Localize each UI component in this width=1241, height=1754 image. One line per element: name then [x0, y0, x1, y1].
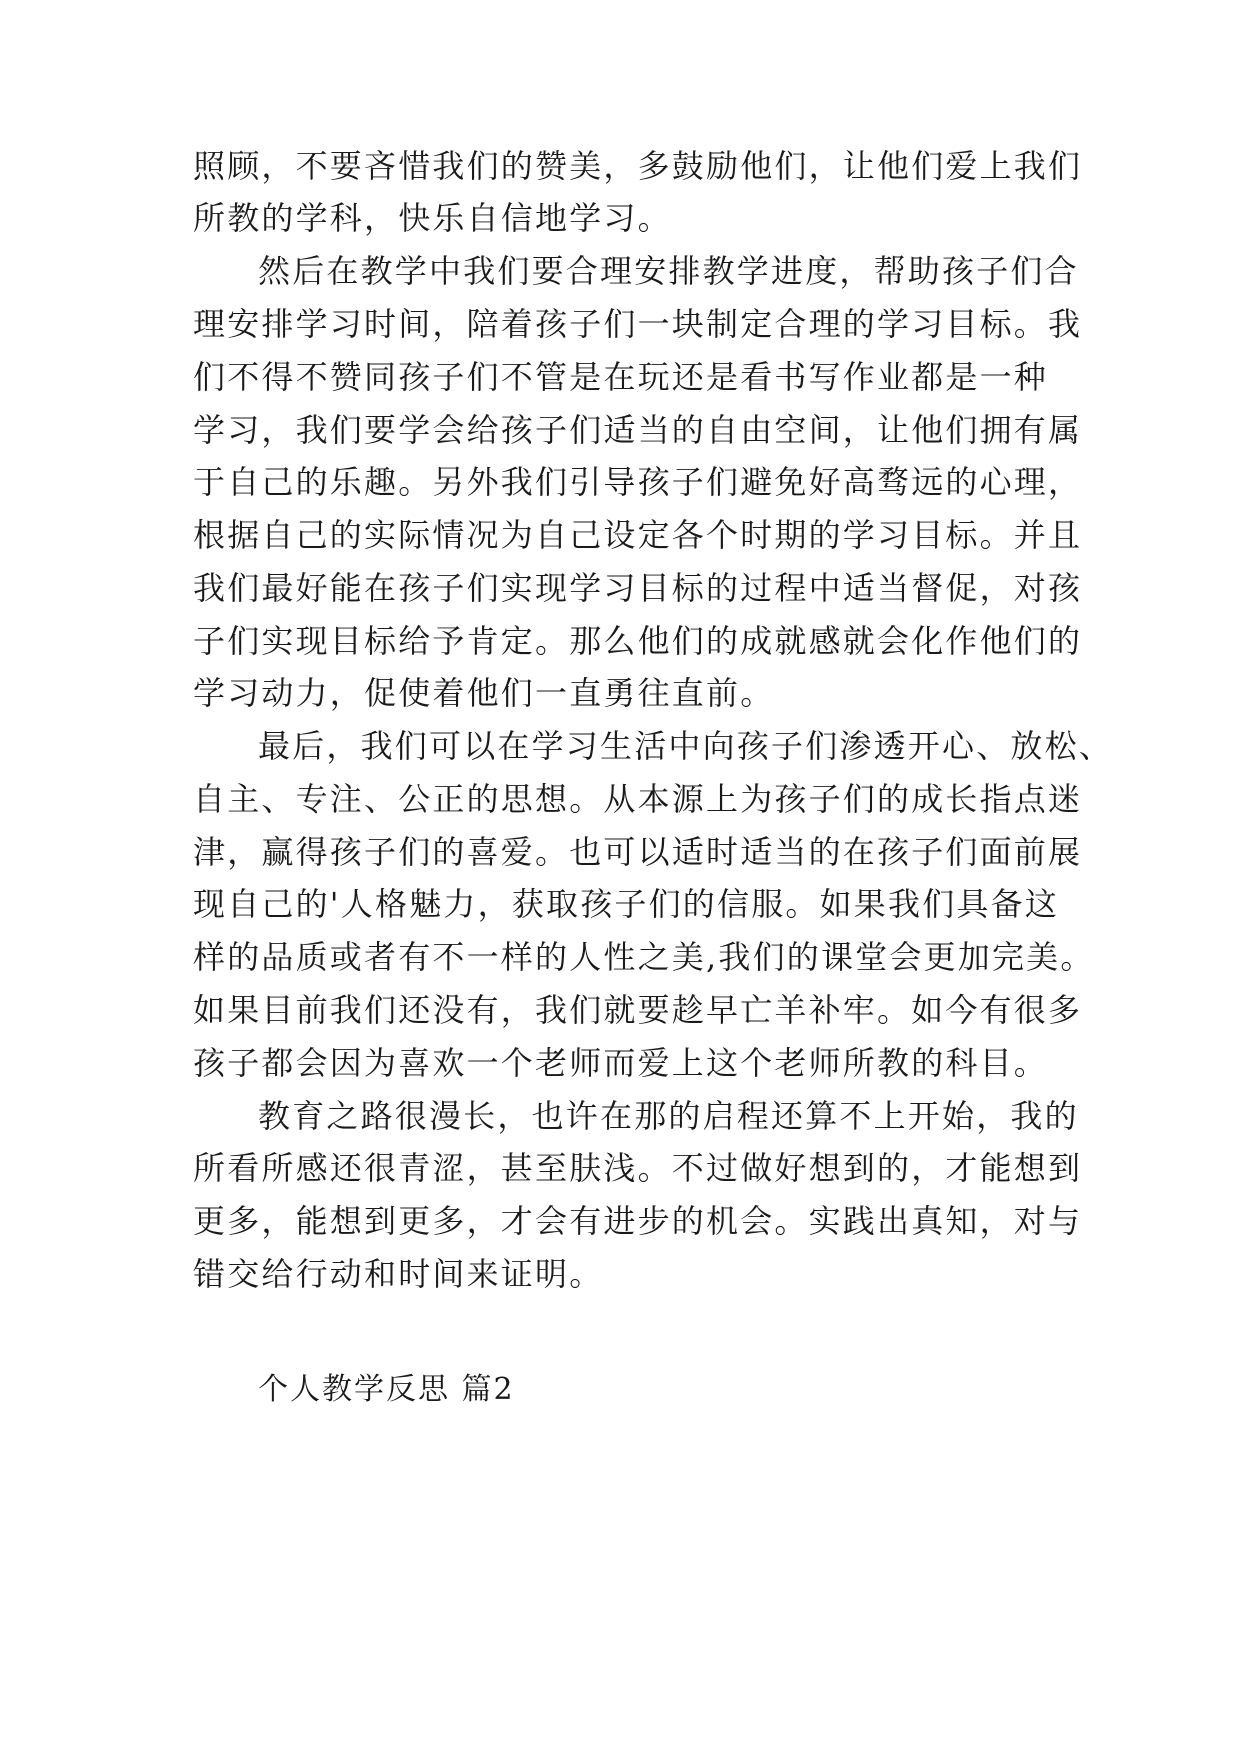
section-heading: 个人教学反思 篇2: [258, 1372, 515, 1407]
paragraph-2-line-3: 们不得不赞同孩子们不管是在玩还是看书写作业都是一种: [193, 358, 1049, 396]
paragraph-3-line-2: 自主、专注、公正的思想。从本源上为孩子们的成长指点迷: [193, 780, 1083, 818]
paragraph-3-line-6: 如果目前我们还没有，我们就要趁早亡羊补牢。如今有很多: [193, 991, 1083, 1029]
paragraph-1-line-2: 所教的学科，快乐自信地学习。: [193, 199, 672, 237]
paragraph-2-line-4: 学习，我们要学会给孩子们适当的自由空间，让他们拥有属: [193, 411, 1083, 449]
paragraph-2-line-6: 根据自己的实际情况为自己设定各个时期的学习目标。并且: [193, 516, 1083, 554]
paragraph-4-line-2: 所看所感还很青涩，甚至肤浅。不过做好想到的，才能想到: [193, 1149, 1083, 1187]
paragraph-3-line-1: 最后，我们可以在学习生活中向孩子们渗透开心、放松、: [258, 727, 1114, 765]
paragraph-1-line-1: 照顾，不要吝惜我们的赞美，多鼓励他们，让他们爱上我们: [193, 147, 1083, 185]
paragraph-2-line-2: 理安排学习时间，陪着孩子们一块制定合理的学习目标。我: [193, 305, 1083, 343]
paragraph-4-line-1: 教育之路很漫长，也许在那的启程还算不上开始，我的: [258, 1097, 1079, 1135]
paragraph-2-line-9: 学习动力，促使着他们一直勇往直前。: [193, 674, 775, 712]
paragraph-4-line-3: 更多，能想到更多，才会有进步的机会。实践出真知，对与: [193, 1202, 1083, 1240]
paragraph-3-line-7: 孩子都会因为喜欢一个老师而爱上这个老师所教的科目。: [193, 1044, 1049, 1082]
paragraph-3-line-4: 现自己的'人格魅力，获取孩子们的信服。如果我们具备这: [193, 885, 1059, 923]
paragraph-2-line-1: 然后在教学中我们要合理安排教学进度，帮助孩子们合: [258, 252, 1079, 290]
paragraph-2-line-7: 我们最好能在孩子们实现学习目标的过程中适当督促，对孩: [193, 569, 1083, 607]
paragraph-3-line-3: 津，赢得孩子们的喜爱。也可以适时适当的在孩子们面前展: [193, 833, 1083, 871]
paragraph-2-line-5: 于自己的乐趣。另外我们引导孩子们避免好高骛远的心理，: [193, 463, 1083, 501]
paragraph-3-line-5: 样的品质或者有不一样的人性之美,我们的课堂会更加完美。: [193, 938, 1095, 976]
paragraph-2-line-8: 子们实现目标给予肯定。那么他们的成就感就会化作他们的: [193, 622, 1083, 660]
paragraph-4-line-4: 错交给行动和时间来证明。: [193, 1255, 604, 1293]
